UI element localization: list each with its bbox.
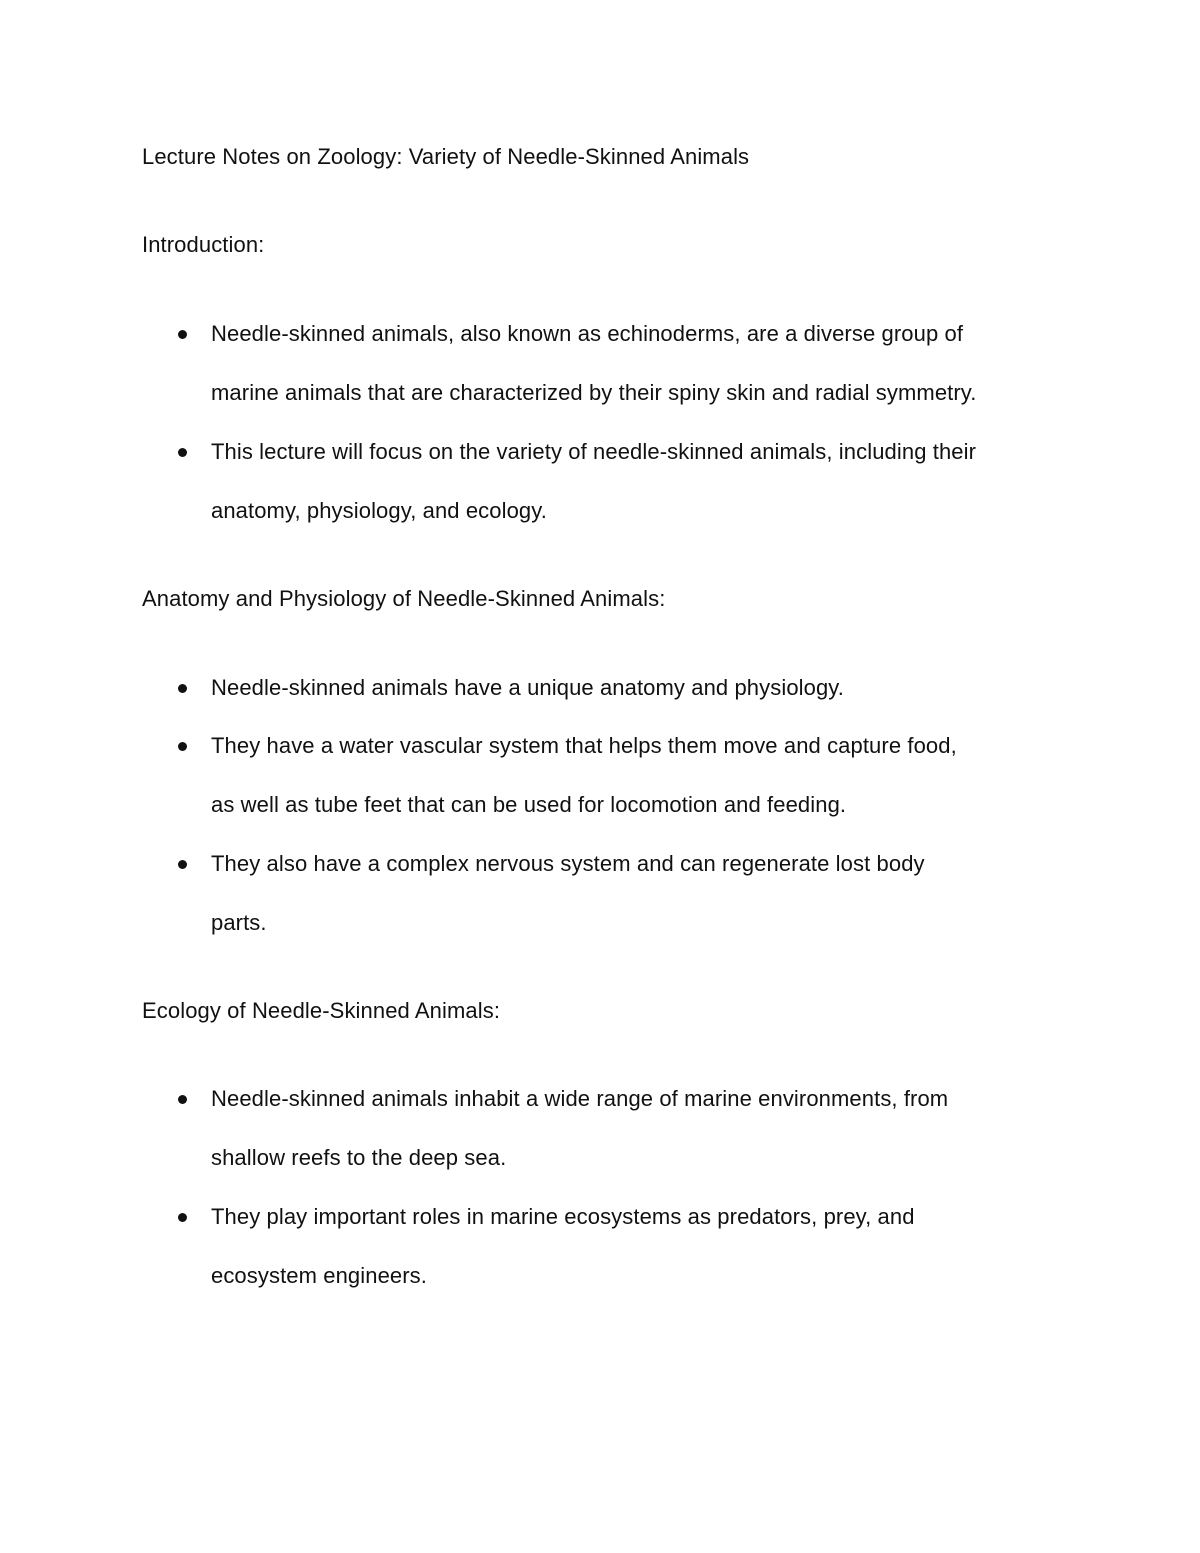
bullet-icon [178,684,187,693]
section-heading-ecology: Ecology of Needle-Skinned Animals: [142,998,501,1023]
bullet-icon [178,1095,187,1104]
bullet-icon [178,330,187,339]
list-item-line: ecosystem engineers. [211,1263,427,1288]
list-item-line: anatomy, physiology, and ecology. [211,498,547,523]
document-title: Lecture Notes on Zoology: Variety of Needle-Skinned Animals [142,144,750,169]
list-item-line: They also have a complex nervous system and can regenerate lost body [211,851,925,876]
bullet-icon [178,742,187,751]
list-item-line: marine animals that are characterized by their spiny skin and radial symmetry. [211,380,977,405]
bullet-icon [178,1213,187,1222]
list-item-line: as well as tube feet that can be used for locomotion and feeding. [211,792,847,817]
section-heading-introduction: Introduction: [142,232,265,257]
list-item-line: shallow reefs to the deep sea. [211,1145,507,1170]
list-item-line: Needle-skinned animals inhabit a wide range of marine environments, from [211,1086,949,1111]
section-heading-anatomy: Anatomy and Physiology of Needle-Skinned Animals: [142,586,666,611]
bullet-icon [178,860,187,869]
list-item-line: parts. [211,910,267,935]
list-item-line: They have a water vascular system that helps them move and capture food, [211,733,957,758]
list-item-line: They play important roles in marine ecosystems as predators, prey, and [211,1204,915,1229]
list-item-line: Needle-skinned animals have a unique anatomy and physiology. [211,675,844,700]
list-item-line: This lecture will focus on the variety of needle-skinned animals, including their [211,439,977,464]
bullet-icon [178,448,187,457]
list-item-line: Needle-skinned animals, also known as echinoderms, are a diverse group of [211,321,964,346]
